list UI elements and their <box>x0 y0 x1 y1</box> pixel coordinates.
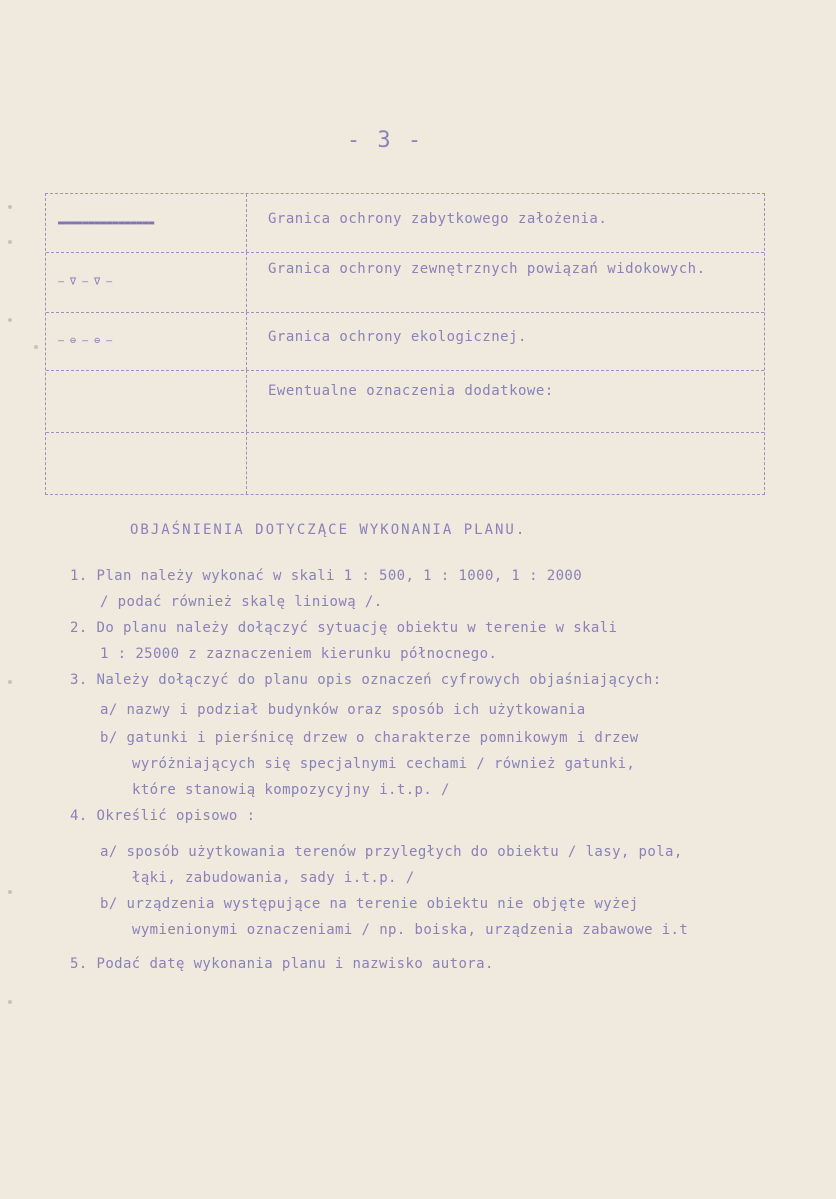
instruction-line: a/ sposób użytkowania terenów przyległych do obiektu / lasy, pola, <box>100 844 683 860</box>
instruction-line: które stanowią kompozycyjny i.t.p. / <box>132 782 450 798</box>
legend-description: Granica ochrony ekologicznej. <box>268 329 527 345</box>
instruction-line: 4. Określić opisowo : <box>70 808 256 824</box>
instruction-line: wyróżniających się specjalnymi cechami / również gatunki, <box>132 756 636 772</box>
legend-row <box>46 432 764 494</box>
legend-row <box>46 370 764 433</box>
legend-description: Ewentualne oznaczenia dodatkowe: <box>268 383 554 399</box>
instruction-line: 5. Podać datę wykonania planu i nazwisko autora. <box>70 956 494 972</box>
legend-symbol-cell <box>46 312 247 370</box>
legend-symbol-cell <box>46 432 247 494</box>
legend-symbol-cell <box>46 194 247 252</box>
legend-symbol-cell <box>46 370 247 432</box>
legend-row <box>46 312 764 371</box>
instruction-line: 1. Plan należy wykonać w skali 1 : 500, 1 : 1000, 1 : 2000 <box>70 568 583 584</box>
instruction-line: 2. Do planu należy dołączyć sytuację obiektu w terenie w skali <box>70 620 618 636</box>
legend-row <box>46 252 764 313</box>
legend-row <box>46 194 764 253</box>
legend-table <box>45 193 765 495</box>
legend-description: Granica ochrony zabytkowego założenia. <box>268 211 608 227</box>
instruction-line: łąki, zabudowania, sady i.t.p. / <box>132 870 415 886</box>
instruction-line: wymienionymi oznaczeniami / np. boiska, urządzenia zabawowe i.t <box>132 922 689 938</box>
instruction-line: b/ urządzenia występujące na terenie obiektu nie objęte wyżej <box>100 896 639 912</box>
instruction-line: b/ gatunki i pierśnicę drzew o charakterze pomnikowym i drzew <box>100 730 639 746</box>
instruction-line: 1 : 25000 z zaznaczeniem kierunku północnego. <box>100 646 498 662</box>
legend-symbol-cell <box>46 252 247 312</box>
instruction-line: a/ nazwy i podział budynków oraz sposób ich użytkowania <box>100 702 586 718</box>
legend-description: Granica ochrony zewnętrznych powiązań widokowych. <box>268 261 706 277</box>
page-number: - 3 - <box>346 128 424 153</box>
section-heading: OBJAŚNIENIA DOTYCZĄCE WYKONANIA PLANU. <box>130 522 527 538</box>
triangle-line-symbol: — ∇ — ∇ — <box>58 276 113 288</box>
instruction-line: 3. Należy dołączyć do planu opis oznaczeń cyfrowych objaśniających: <box>70 672 662 688</box>
boundary-line-symbol: ▬▬▬▬▬▬▬▬▬▬▬▬▬▬▬▬ <box>58 217 155 229</box>
instruction-line: / podać również skalę liniową /. <box>100 594 383 610</box>
circle-line-symbol: — ⊖ — ⊖ — <box>58 335 113 347</box>
